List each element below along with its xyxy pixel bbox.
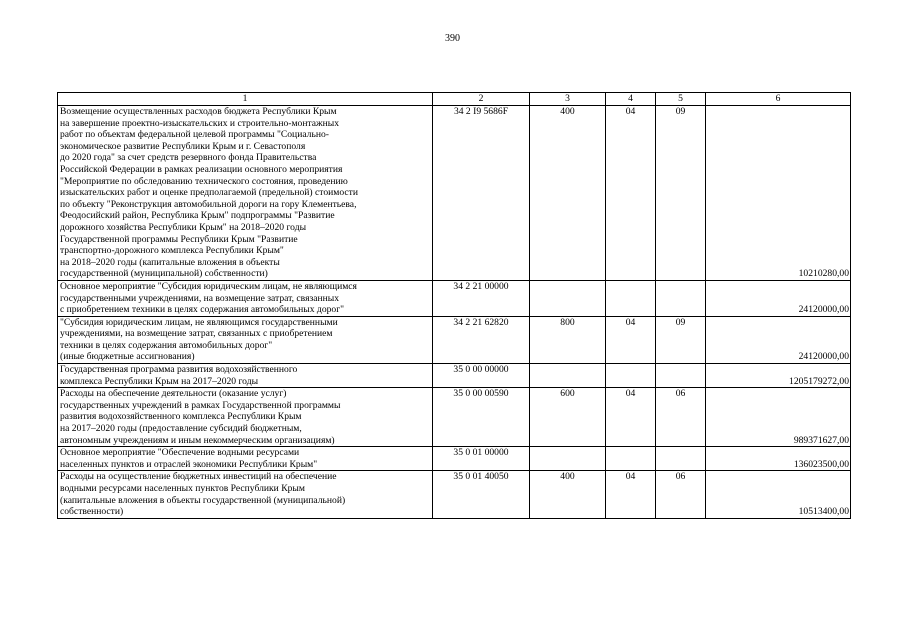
row-code: 35 0 00 00590 <box>433 388 530 447</box>
page-number: 390 <box>445 33 460 44</box>
row-col4: 04 <box>606 388 656 447</box>
row-col4 <box>606 280 656 316</box>
row-col5 <box>656 280 706 316</box>
row-amount: 136023500,00 <box>706 447 851 471</box>
row-col3: 600 <box>530 388 606 447</box>
row-amount: 1205179272,00 <box>706 364 851 388</box>
row-col3 <box>530 447 606 471</box>
header-col-4: 4 <box>606 93 656 106</box>
table-row <box>58 471 851 518</box>
row-col5: 09 <box>656 106 706 281</box>
row-amount: 24120000,00 <box>706 280 851 316</box>
row-code: 35 0 00 00000 <box>433 364 530 388</box>
row-code: 34 2 21 62820 <box>433 316 530 363</box>
row-col5 <box>656 364 706 388</box>
header-col-5: 5 <box>656 93 706 106</box>
row-col3: 400 <box>530 471 606 518</box>
row-col3: 400 <box>530 106 606 281</box>
row-amount: 989371627,00 <box>706 388 851 447</box>
header-col-6: 6 <box>706 93 851 106</box>
row-col4: 04 <box>606 106 656 281</box>
row-col3 <box>530 364 606 388</box>
header-row <box>58 93 851 106</box>
row-code: 35 0 01 00000 <box>433 447 530 471</box>
row-code: 35 0 01 40050 <box>433 471 530 518</box>
row-col4: 04 <box>606 471 656 518</box>
row-col5 <box>656 447 706 471</box>
row-code: 34 2 21 00000 <box>433 280 530 316</box>
table-row <box>58 447 851 471</box>
table-row <box>58 364 851 388</box>
row-description: Основное мероприятие "Субсидия юридическим лицам, не являющимся государственными учреждениями, на возмещение затрат, связанных с приобретением техники в целях содержания автомобильных дорог" <box>58 280 433 316</box>
row-description: Государственная программа развития водохозяйственного комплекса Республики Крым на 2017–2020 годы <box>58 364 433 388</box>
row-amount: 24120000,00 <box>706 316 851 363</box>
table-row <box>58 106 851 281</box>
row-description: Возмещение осуществленных расходов бюджета Республики Крым на завершение проектно-изыскательских и строительно-монтажных работ по объектам федеральной целевой программы "Социально- экономическое развитие Республики Крым и г. Севастополя до 2020 года" за счет средств резервного фонда Правительства Российской Федерации в рамках реализации основного мероприятия "Мероприятие по обследованию технического состояния, проведению изыскательских работ и оценке предполагаемой (предельной) стоимости по объекту "Реконструкция автомобильной дороги на гору Клементьева, Феодосийский район, Республика Крым" подпрограммы "Развитие дорожного хозяйства Республики Крым" на 2018–2020 годы Государственной программы Республики Крым "Развитие транспортно-дорожного комплекса Республики Крым" на 2018–2020 годы (капитальные вложения в объекты государственной (муниципальной) собственности) <box>58 106 433 281</box>
table-row <box>58 388 851 447</box>
row-description: Расходы на осуществление бюджетных инвестиций на обеспечение водными ресурсами населенных пунктов Республики Крым (капитальные вложения в объекты государственной (муниципальной) собственности) <box>58 471 433 518</box>
row-amount: 10513400,00 <box>706 471 851 518</box>
row-col5: 09 <box>656 316 706 363</box>
row-amount: 10210280,00 <box>706 106 851 281</box>
row-description: Основное мероприятие "Обеспечение водными ресурсами населенных пунктов и отраслей экономики Республики Крым" <box>58 447 433 471</box>
table-row <box>58 280 851 316</box>
row-col3 <box>530 280 606 316</box>
row-description: Расходы на обеспечение деятельности (оказание услуг) государственных учреждений в рамках Государственной программы развития водохозяйственного комплекса Республики Крым на 2017–2020 годы (предоставление субсидий бюджетным, автономным учреждениям и иным некоммерческим организациям) <box>58 388 433 447</box>
table-row <box>58 316 851 363</box>
row-col4: 04 <box>606 316 656 363</box>
budget-table <box>57 92 851 519</box>
row-col4 <box>606 447 656 471</box>
row-col5: 06 <box>656 388 706 447</box>
header-col-2: 2 <box>433 93 530 106</box>
row-col5: 06 <box>656 471 706 518</box>
row-description: "Субсидия юридическим лицам, не являющимся государственными учреждениями, на возмещение затрат, связанных с приобретением техники в целях содержания автомобильных дорог" (иные бюджетные ассигнования) <box>58 316 433 363</box>
header-col-1: 1 <box>58 93 433 106</box>
header-col-3: 3 <box>530 93 606 106</box>
row-col4 <box>606 364 656 388</box>
row-code: 34 2 I9 5686F <box>433 106 530 281</box>
row-col3: 800 <box>530 316 606 363</box>
